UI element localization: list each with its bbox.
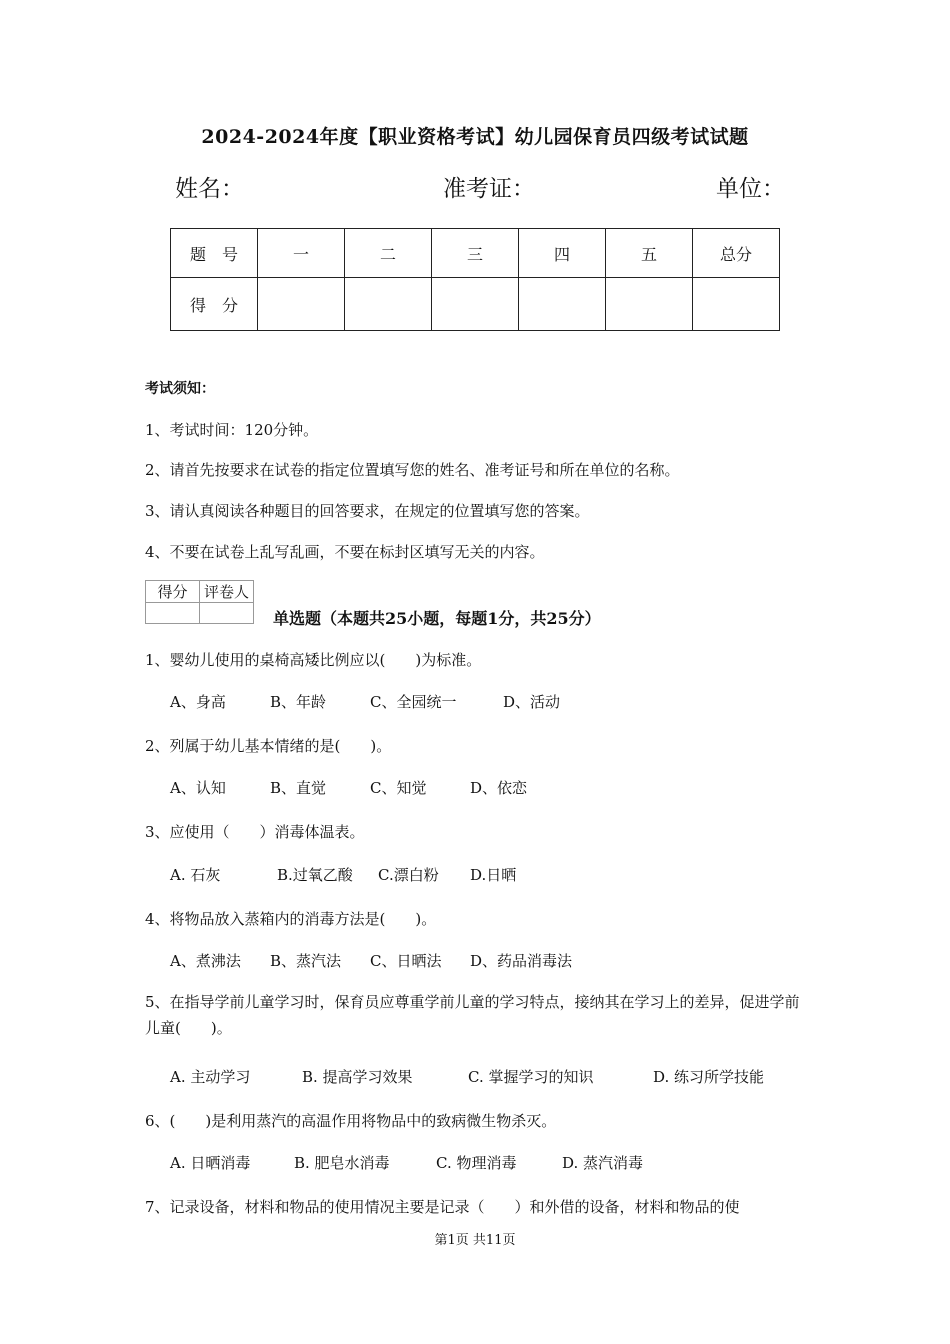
question-1: 1、婴幼儿使用的桌椅高矮比例应以( )为标准。 <box>145 651 482 669</box>
score-cell[interactable] <box>258 278 345 331</box>
option[interactable]: D、药品消毒法 <box>470 952 573 970</box>
rule-item: 3、请认真阅读各种题目的回答要求，在规定的位置填写您的答案。 <box>145 502 590 520</box>
question-5: 5、在指导学前儿童学习时，保育员应尊重学前儿童的学习特点，接纳其在学习上的差异，促进学前儿童( )。 <box>145 993 800 1037</box>
option[interactable]: C、全园统一 <box>370 693 457 711</box>
option[interactable]: A、煮沸法 <box>170 952 241 970</box>
exam-title: 2024-2024年度【职业资格考试】幼儿园保育员四级考试试题 <box>201 126 749 148</box>
score-table-header-cell: 一 <box>258 229 345 278</box>
score-table-score-row <box>171 278 780 331</box>
option[interactable]: B、蒸汽法 <box>270 952 342 970</box>
option[interactable]: C、日晒法 <box>370 952 442 970</box>
score-table <box>170 228 780 331</box>
option[interactable]: C.漂白粉 <box>378 866 439 884</box>
score-row-label: 得 分 <box>171 278 258 331</box>
page-footer: 第1页 共11页 <box>434 1233 516 1248</box>
option[interactable]: C. 掌握学习的知识 <box>468 1068 594 1086</box>
option[interactable]: D.日晒 <box>470 866 517 884</box>
option[interactable]: C、知觉 <box>370 779 427 797</box>
score-cell[interactable] <box>432 278 519 331</box>
rule-item: 2、请首先按要求在试卷的指定位置填写您的姓名、准考证号和所在单位的名称。 <box>145 461 680 479</box>
question-3: 3、应使用（ ）消毒体温表。 <box>145 823 365 841</box>
option[interactable]: B. 提高学习效果 <box>302 1068 413 1086</box>
grader-name-label: 评卷人 <box>200 581 254 603</box>
candidate-info <box>175 170 785 204</box>
option[interactable]: A、身高 <box>170 693 226 711</box>
option[interactable]: D. 练习所学技能 <box>653 1068 765 1086</box>
section-title: 单选题（本题共25小题，每题1分，共25分） <box>273 609 601 628</box>
rule-item: 1、考试时间：120分钟。 <box>145 421 319 439</box>
option[interactable]: B. 肥皂水消毒 <box>294 1154 390 1172</box>
exam-id-label: 准考证： <box>443 176 535 202</box>
question-2: 2、列属于幼儿基本情绪的是( )。 <box>145 737 392 755</box>
option[interactable]: D、活动 <box>503 693 561 711</box>
score-table-header-cell: 二 <box>345 229 432 278</box>
score-cell[interactable] <box>519 278 606 331</box>
grader-box <box>145 580 254 624</box>
score-table-header-cell: 五 <box>606 229 693 278</box>
option[interactable]: A. 主动学习 <box>170 1068 251 1086</box>
score-table-header-row <box>171 229 780 278</box>
score-cell[interactable] <box>345 278 432 331</box>
option[interactable]: C. 物理消毒 <box>436 1154 517 1172</box>
option[interactable]: A. 石灰 <box>170 866 221 884</box>
name-label: 姓名： <box>175 176 244 202</box>
question-6: 6、( )是利用蒸汽的高温作用将物品中的致病微生物杀灭。 <box>145 1112 557 1130</box>
rule-item: 4、不要在试卷上乱写乱画，不要在标封区填写无关的内容。 <box>145 543 545 561</box>
option[interactable]: D、依恋 <box>470 779 528 797</box>
question-4: 4、将物品放入蒸箱内的消毒方法是( )。 <box>145 910 437 928</box>
score-cell[interactable] <box>606 278 693 331</box>
option[interactable]: D. 蒸汽消毒 <box>562 1154 644 1172</box>
option[interactable]: B、直觉 <box>270 779 327 797</box>
option[interactable]: B.过氧乙酸 <box>277 866 353 884</box>
unit-label: 单位： <box>716 176 785 202</box>
grader-score-label: 得分 <box>146 581 200 603</box>
question-7: 7、记录设备，材料和物品的使用情况主要是记录（ ）和外借的设备，材料和物品的使 <box>145 1198 740 1216</box>
rules-heading: 考试须知： <box>145 381 215 397</box>
grader-name-cell[interactable] <box>200 603 254 624</box>
option[interactable]: B、年龄 <box>270 693 327 711</box>
grader-score-cell[interactable] <box>146 603 200 624</box>
score-table-header-cell: 题 号 <box>171 229 258 278</box>
score-cell[interactable] <box>693 278 780 331</box>
score-table-header-cell: 总分 <box>693 229 780 278</box>
option[interactable]: A. 日晒消毒 <box>170 1154 251 1172</box>
score-table-header-cell: 三 <box>432 229 519 278</box>
option[interactable]: A、认知 <box>170 779 226 797</box>
score-table-header-cell: 四 <box>519 229 606 278</box>
